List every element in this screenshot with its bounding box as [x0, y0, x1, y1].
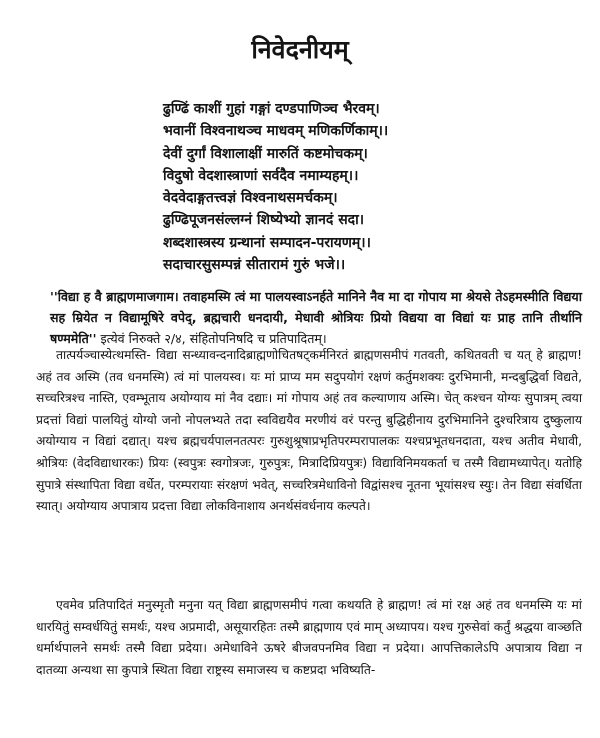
- body-paragraph: एवमेव प्रतिपादितं मनुस्मृतौ मनुना यत् विद्या ब्राह्मणसमीपं गत्वा कथयति हे ब्राह्मण! त्वं मां रक्ष अहं तव धनमस्मि यः मां धारयितुं सम्वर्धयितुं समर्थः, यश्च अप्रमादी, असूयारहितः तस्मै ब्राह्मणाय एवं माम् अध्यापय। यश्च गुरुसेवां कर्तुं श्रद्धया वाञ्छति धर्मार्थपालने समर्थः तस्मै विद्या प्रदेया। अमेधाविने ऊषरे बीजवपनमिव विद्या न प्रदेया। आपत्तिकालेऽपि अपात्राय विद्या न दातव्या अन्यथा सा कुपात्रे स्थिता विद्या राष्ट्रस्य समाजस्य च कष्टप्रदा भविष्यति-: [36, 598, 582, 677]
- verse-line: वेदवेदाङ्गतत्त्वज्ञं विश्वनाथसमर्चकम्।: [163, 190, 338, 207]
- verse-line: भवानीं विश्वनाथञ्च माधवम् मणिकर्णिकाम्।।: [163, 123, 389, 140]
- dedication-verses: [163, 98, 563, 276]
- scripture-quote: [50, 286, 582, 349]
- verse-line: देवीं दुर्गां विशालाक्षीं मारुतिं कष्टमोचकम्।: [163, 145, 368, 162]
- verse-line: सदाचारसुसम्पन्नं सीतारामं गुरुं भजे।।: [163, 257, 346, 274]
- verse-line: शब्दशास्त्रस्य ग्रन्थानां सम्पादन-परायणम्।।: [163, 234, 371, 251]
- body-paragraph: तात्पर्यञ्चास्येत्थमस्ति- विद्या सन्ध्यावन्दनादिब्राह्मणोचितषट्कर्मनिरतं ब्राह्मणसमीपं गतवती, कथितवती च यत् हे ब्राह्मण! अहं तव अस्मि (तव धनमस्मि) त्वं मां पालयस्व। यः मां प्राप्य मम सदुपयोगं रक्षणं कर्तुमशक्यः दुरभिमानी, मन्दबुद्धिर्वा विद्यते, सच्चरित्रश्च नास्ति, एवम्भूताय अयोग्याय मां नैव दद्याः। मां गोपाय अहं तव कल्याणाय अस्मि। चेत् कश्चन योग्यः सुपात्रम् त्वया प्रदत्तां विद्यां पालयितुं योग्यो जनो नोपलभ्यते तदा स्वविद्ययैव मरणीयं वरं परन्तु बुद्धिहीनाय दुरभिमानिने दुश्चरित्राय दुष्कुलाय अयोग्याय न विद्यां दद्यात्। यश्च ब्रह्मचर्यपालनतत्परः गुरुशुश्रूषाप्रभृतिपरम्परापालकः यश्चप्रभूतधनदाता, यश्च अतीव मेधावी, श्रोत्रियः (वेदविद्याधारकः) प्रियः (स्वपुत्रः स्वगोत्रजः, गुरुपुत्रः, मित्रादिप्रियपुत्रः) विद्याविनिमयकर्ता च तस्मै विद्यामध्यापेत्। यतोहि सुपात्रे संस्थापिता विद्या वर्धेत, परम्परायाः संरक्षणं भवेत्, सच्चरित्रमेधाविनो विद्वांसश्च नूतना भूयांसश्च स्युः। तेन विद्या संवर्धिता स्यात्। अयोग्याय अपात्राय प्रदत्ता विद्या लोकविनाशाय अनर्थसंवर्धनाय कल्पते।: [36, 348, 582, 514]
- quote-citation: इत्येवं निरुक्ते २/४, संहितोपनिषदि च प्रतिपादितम्।: [96, 331, 327, 346]
- quote-text: ''विद्या ह वै ब्राह्मणमाजगाम। तवाहमस्मि त्वं मा पालयस्वाऽनर्हते मानिने नैव मा दा गोपाय मा श्रेयसे तेऽहमस्मीति विद्यया सह म्रियेत न विद्यामूषिरे वपेद्, ब्रह्मचारी धनदायी, मेधावी श्रोत्रियः प्रियो विद्यया वा विद्यां यः प्राह तानि तीर्थानि षण्ममेति'': [50, 289, 582, 346]
- verse-line: ढुण्ढिं काशीं गुहां गङ्गां दण्डपाणिञ्च भैरवम्।: [163, 101, 380, 117]
- verse-line: विदुषो वेदशास्त्राणां सर्वदैव नमाम्यहम्।।: [163, 167, 359, 184]
- verse-line: ढुण्ढिपूजनसंल्लग्नं शिष्येभ्यो ज्ञानदं सदा।: [163, 212, 365, 229]
- page-title: निवेदनीयम्: [251, 35, 349, 64]
